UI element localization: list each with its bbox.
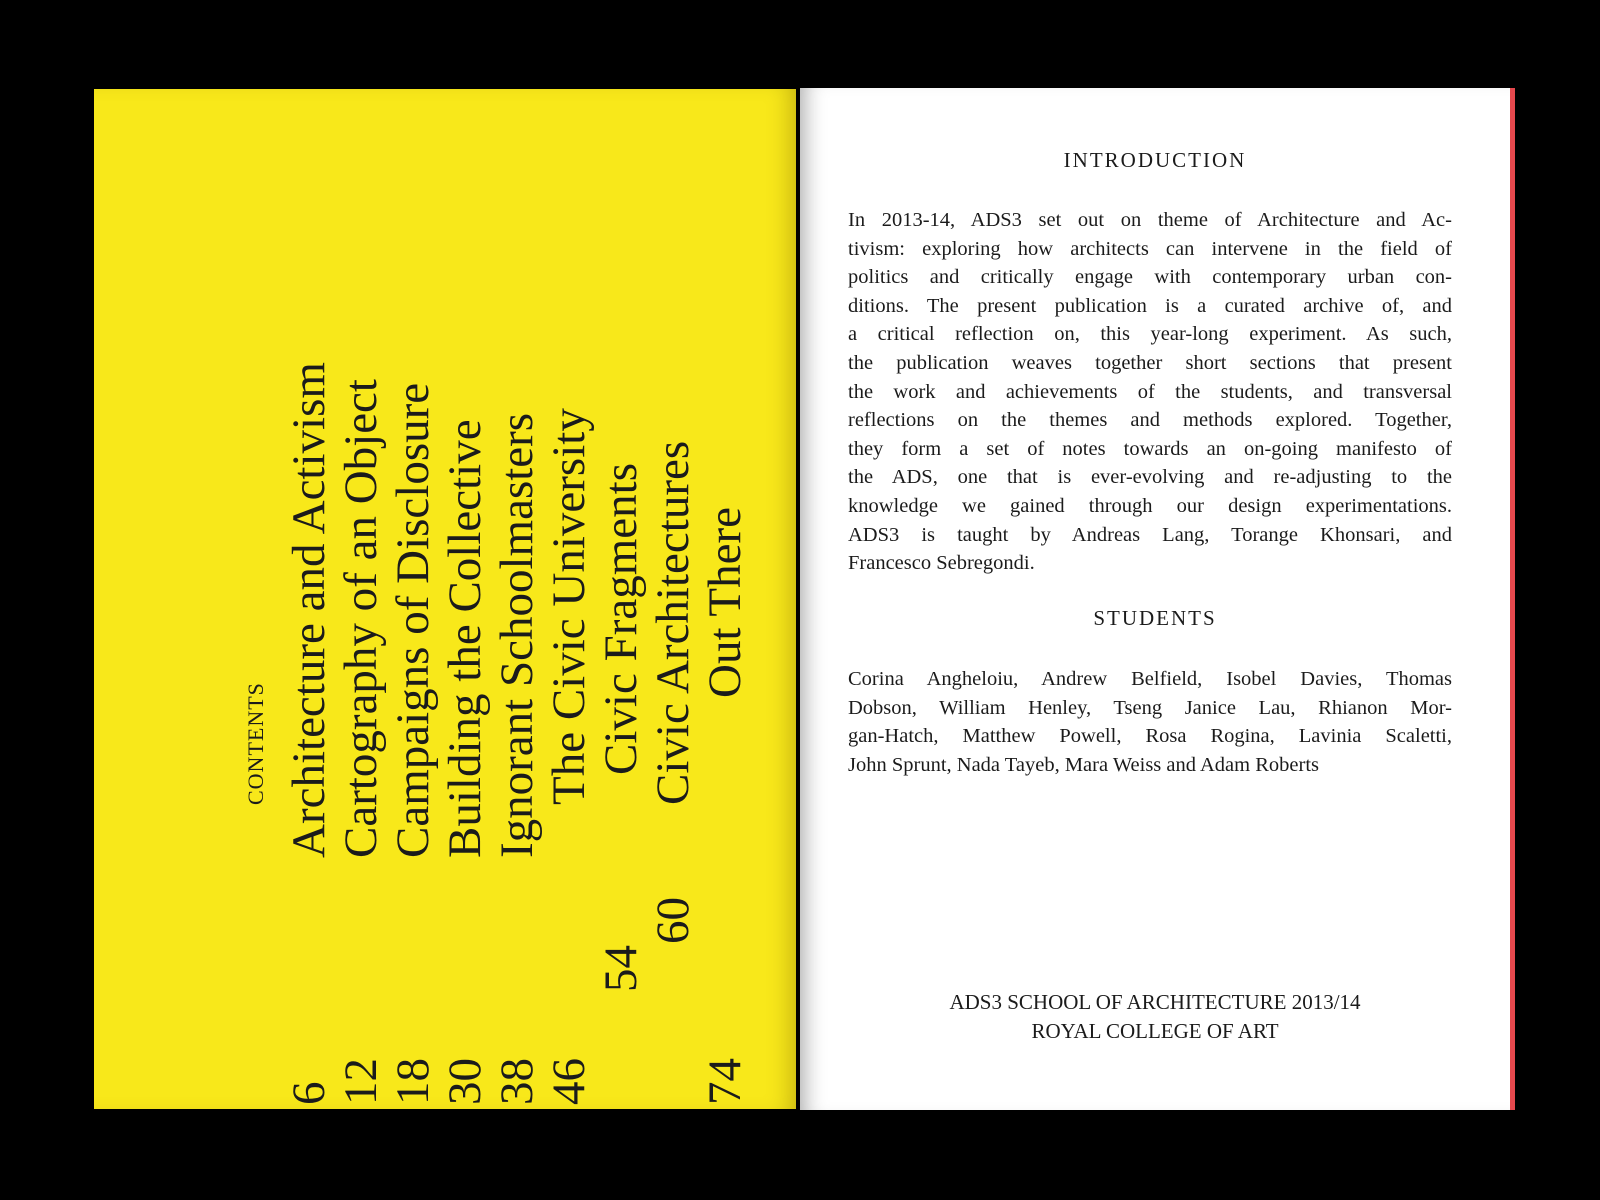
toc-title: Architecture and Activism — [283, 362, 335, 858]
paragraph-line: ditions. The present publication is a curated archive of, and — [848, 294, 1452, 317]
toc-page-number: 38 — [491, 1058, 543, 1105]
students-heading: STUDENTS — [1093, 606, 1217, 630]
toc-entry — [335, 105, 387, 1105]
students-line: John Sprunt, Nada Tayeb, Mara Weiss and Adam Roberts — [848, 753, 1319, 776]
toc-entry — [439, 105, 491, 1105]
students-line: gan-Hatch, Matthew Powell, Rosa Rogina, Lavinia Scaletti, — [848, 725, 1452, 748]
toc-page-number: 18 — [387, 1058, 439, 1105]
paragraph-line: reflections on the themes and methods explored. Together, — [848, 409, 1452, 432]
paragraph-line: ADS3 is taught by Andreas Lang, Torange Khonsari, and — [848, 523, 1452, 546]
toc-entry — [491, 105, 543, 1105]
toc-page-number: 74 — [699, 1058, 751, 1105]
paragraph-line: the work and achievements of the students, and transversal — [848, 380, 1452, 403]
paragraph-line: Francesco Sebregondi. — [848, 552, 1035, 575]
contents-page — [94, 89, 796, 1109]
toc-title: Cartography of an Object — [335, 379, 387, 858]
paragraph-line: they form a set of notes towards an on-going manifesto of — [848, 437, 1452, 460]
toc-title: Ignorant Schoolmasters — [491, 412, 543, 858]
toc-title: Civic Architectures — [647, 440, 699, 805]
contents-heading: CONTENTS — [243, 682, 268, 805]
introduction-page — [800, 88, 1515, 1110]
toc-entry — [647, 105, 699, 1105]
paragraph-line: knowledge we gained through our design experimentations. — [848, 494, 1452, 517]
table-of-contents — [223, 105, 783, 1105]
students-line: Corina Angheloiu, Andrew Belfield, Isobel Davies, Thomas — [848, 668, 1452, 690]
toc-title: Building the Collective — [439, 419, 491, 858]
toc-page-number: 54 — [595, 945, 647, 992]
introduction-paragraph — [848, 206, 1452, 578]
paragraph-line: In 2013-14, ADS3 set out on theme of Architecture and Ac- — [848, 209, 1452, 231]
toc-title: Out There — [699, 507, 751, 698]
toc-page-number: 6 — [283, 1081, 335, 1105]
students-line: Dobson, William Henley, Tseng Janice Lau, Rhianon Mor- — [848, 696, 1452, 719]
toc-page-number: 12 — [335, 1058, 387, 1105]
paragraph-line: the publication weaves together short sections that present — [848, 351, 1452, 374]
toc-entry — [543, 105, 595, 1105]
toc-title: The Civic University — [543, 408, 595, 805]
toc-page-number: 46 — [543, 1058, 595, 1105]
toc-entry — [595, 105, 647, 1105]
toc-title: Civic Fragments — [595, 463, 647, 775]
paragraph-line: tivism: exploring how architects can intervene in the field of — [848, 237, 1452, 260]
paragraph-line: the ADS, one that is ever-evolving and re-adjusting to the — [848, 466, 1452, 489]
school-footer: ADS3 SCHOOL OF ARCHITECTURE 2013/14 — [949, 990, 1361, 1014]
paragraph-line: politics and critically engage with contemporary urban con- — [848, 266, 1452, 289]
students-list — [848, 665, 1452, 779]
toc-page-number: 60 — [647, 897, 699, 944]
toc-entry — [699, 105, 751, 1105]
toc-entry — [283, 105, 335, 1105]
toc-entry — [387, 105, 439, 1105]
introduction-heading: INTRODUCTION — [1063, 148, 1247, 172]
toc-title: Campaigns of Disclosure — [387, 382, 439, 858]
paragraph-line: a critical reflection on, this year-long experiment. As such, — [848, 323, 1452, 346]
college-footer: ROYAL COLLEGE OF ART — [1031, 1019, 1279, 1043]
toc-page-number: 30 — [439, 1058, 491, 1105]
